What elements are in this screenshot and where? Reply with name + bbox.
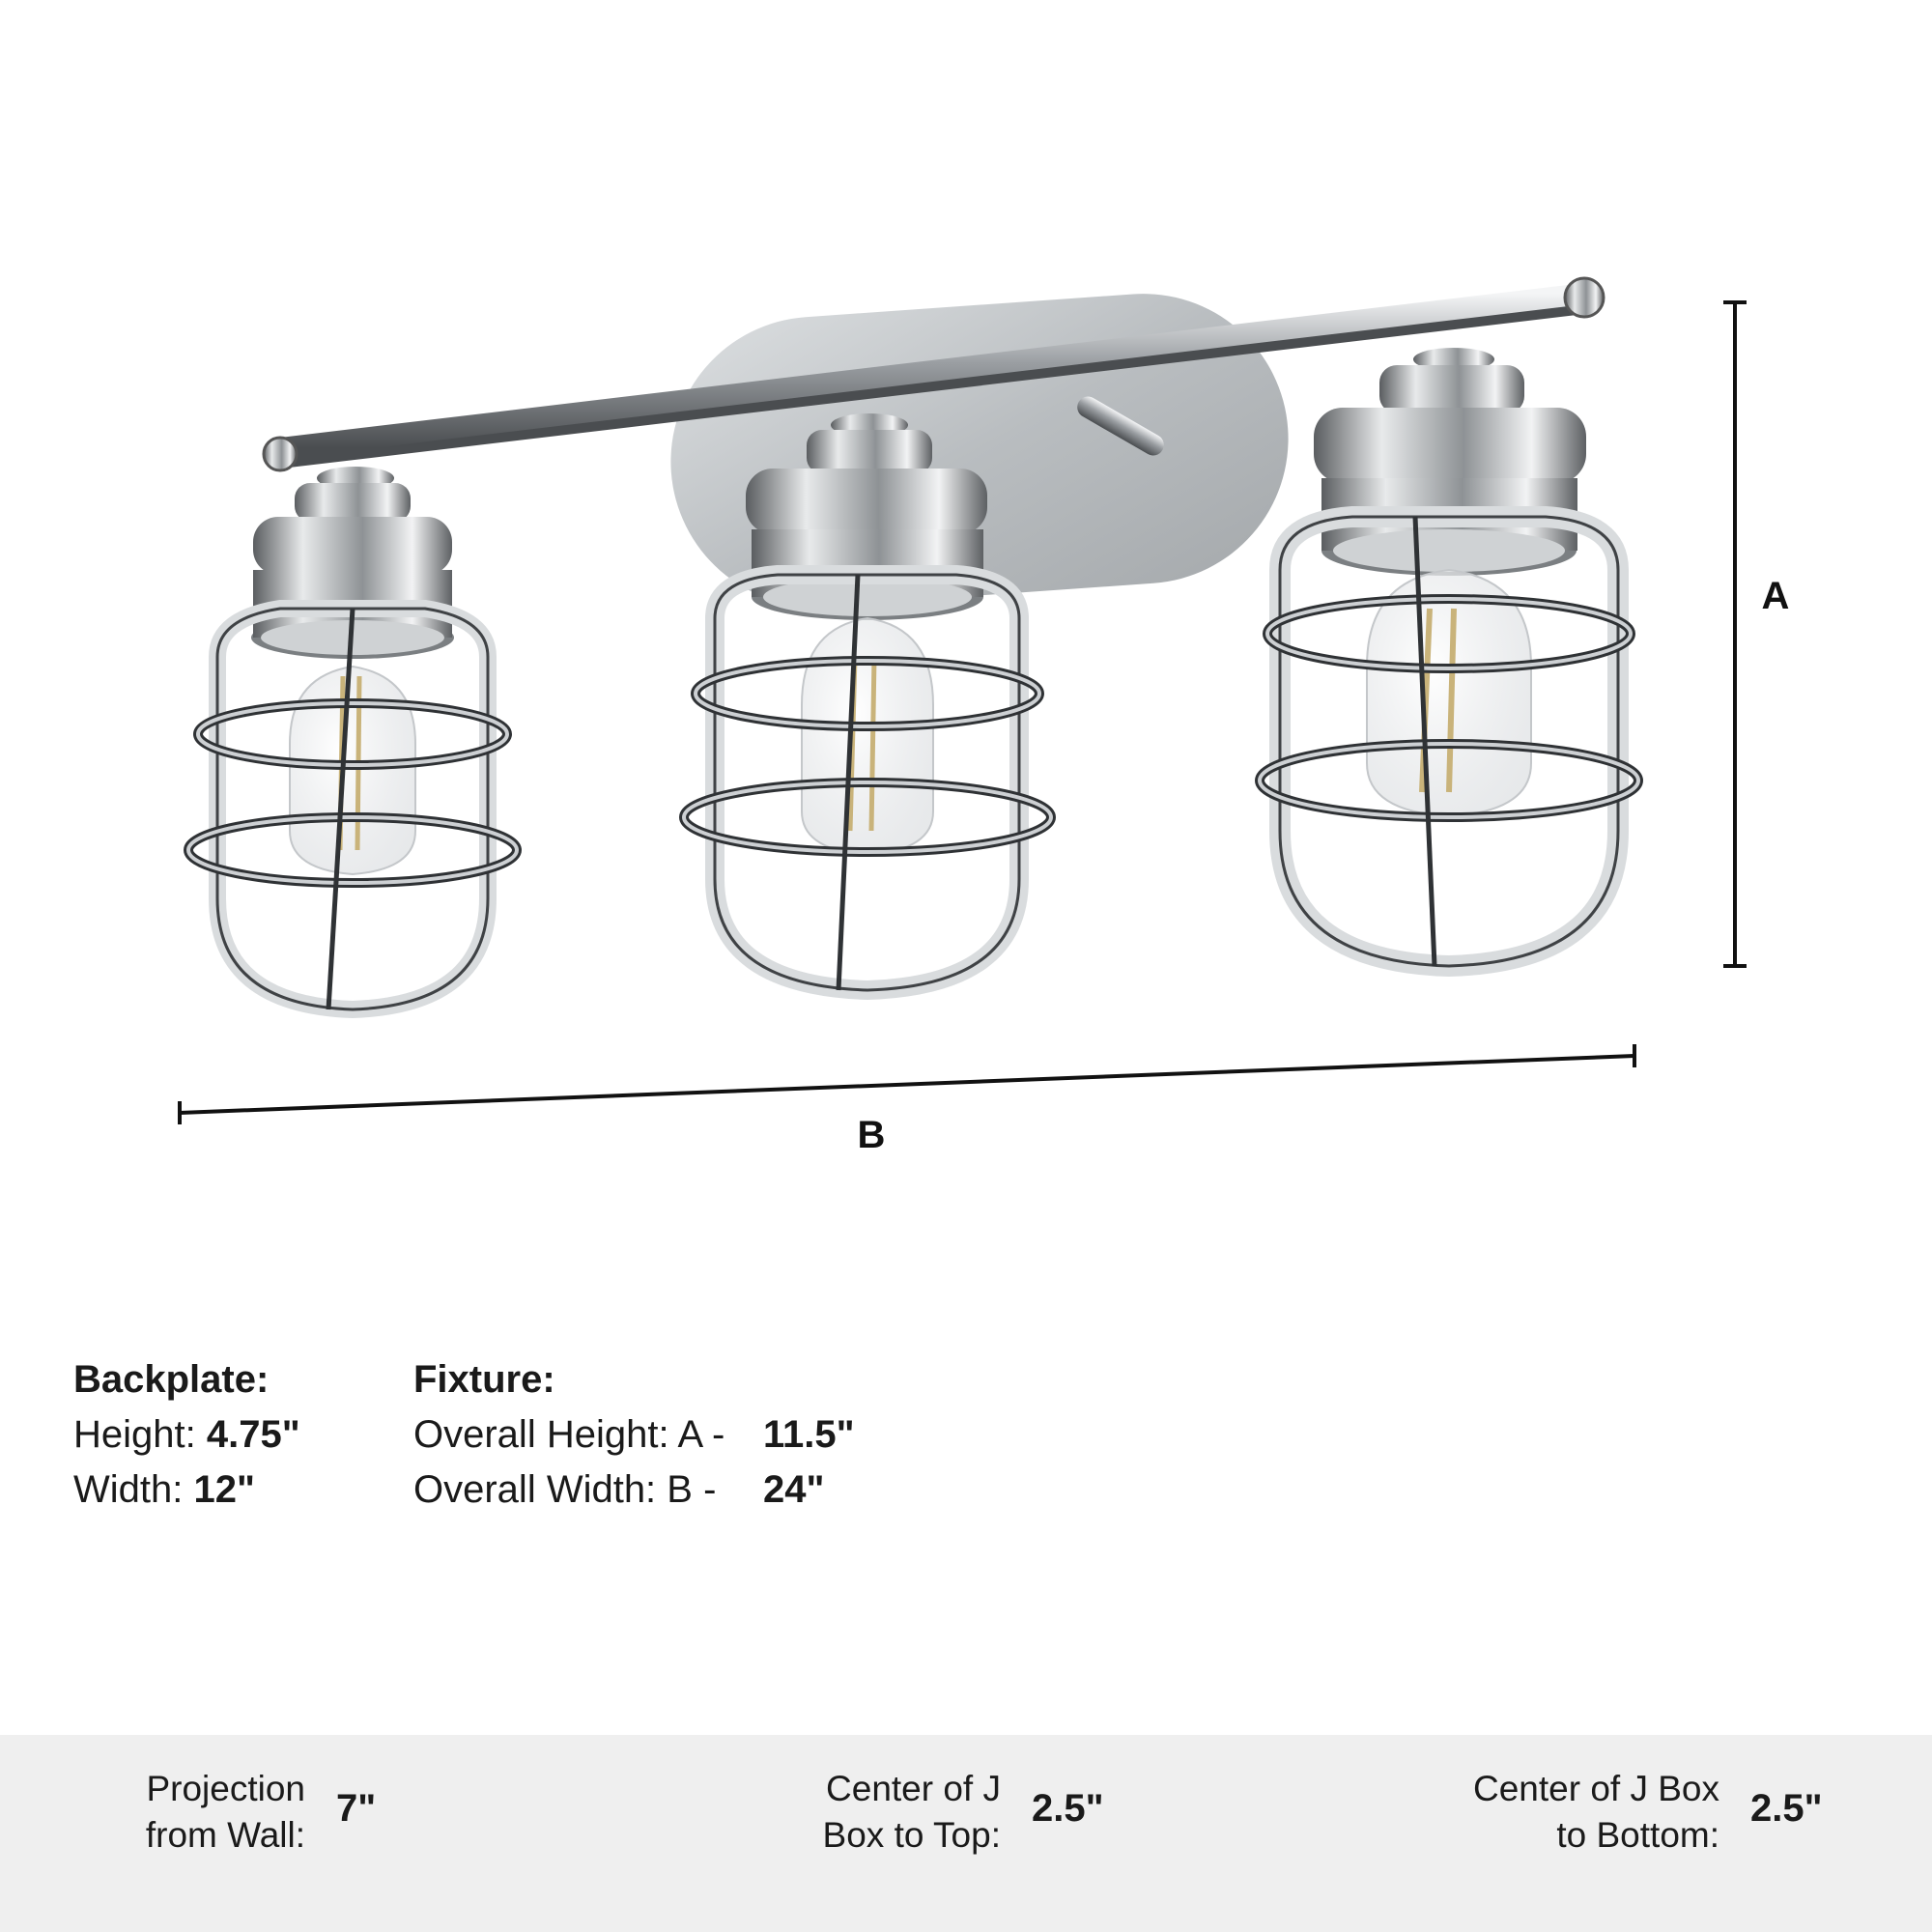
backplate-width-label: Width: — [73, 1468, 184, 1511]
lamp-left — [188, 467, 517, 1009]
projection-label-line2: from Wall: — [145, 1815, 305, 1855]
backplate-title: Backplate: — [73, 1358, 270, 1401]
jbox-top-label-line2: Box to Top: — [822, 1815, 1001, 1855]
fixture-width-value: 24" — [763, 1468, 825, 1511]
fixture-height-value: 11.5" — [763, 1413, 855, 1456]
fixture-title: Fixture: — [413, 1358, 555, 1401]
jbox-bottom-label-line1: Center of J Box — [1472, 1769, 1719, 1808]
fixture-height — [413, 1407, 855, 1463]
dimension-b — [180, 1044, 1634, 1156]
jbox-bottom-value: 2.5" — [1750, 1787, 1823, 1830]
backplate-height-label: Height: — [73, 1413, 196, 1456]
backplate-specs — [73, 1352, 300, 1518]
jbox-top-value: 2.5" — [1032, 1787, 1104, 1830]
lamp-right — [1260, 348, 1638, 966]
fixture-height-label: Overall Height: A - — [413, 1413, 725, 1456]
backplate-width — [73, 1463, 300, 1518]
dimension-a-label: A — [1761, 575, 1790, 617]
jbox-top-label-line1: Center of J — [826, 1769, 1001, 1808]
projection-label-line1: Projection — [146, 1769, 305, 1808]
jbox-bottom-label — [1473, 1766, 1719, 1859]
projection-label — [146, 1766, 305, 1859]
fixture-width-label: Overall Width: B - — [413, 1468, 717, 1511]
jbox-bottom-label-line2: to Bottom: — [1556, 1815, 1719, 1855]
fixture-specs — [413, 1352, 855, 1518]
backplate-height — [73, 1407, 300, 1463]
jbox-top-label — [823, 1766, 1001, 1859]
backplate-width-value: 12" — [193, 1468, 255, 1511]
mounting-specs-footer — [0, 1735, 1932, 1932]
dimension-b-label: B — [857, 1114, 886, 1156]
backplate-height-value: 4.75" — [206, 1413, 300, 1456]
dimension-a — [1723, 302, 1789, 966]
fixture-width — [413, 1463, 855, 1518]
projection-value: 7" — [336, 1787, 377, 1830]
